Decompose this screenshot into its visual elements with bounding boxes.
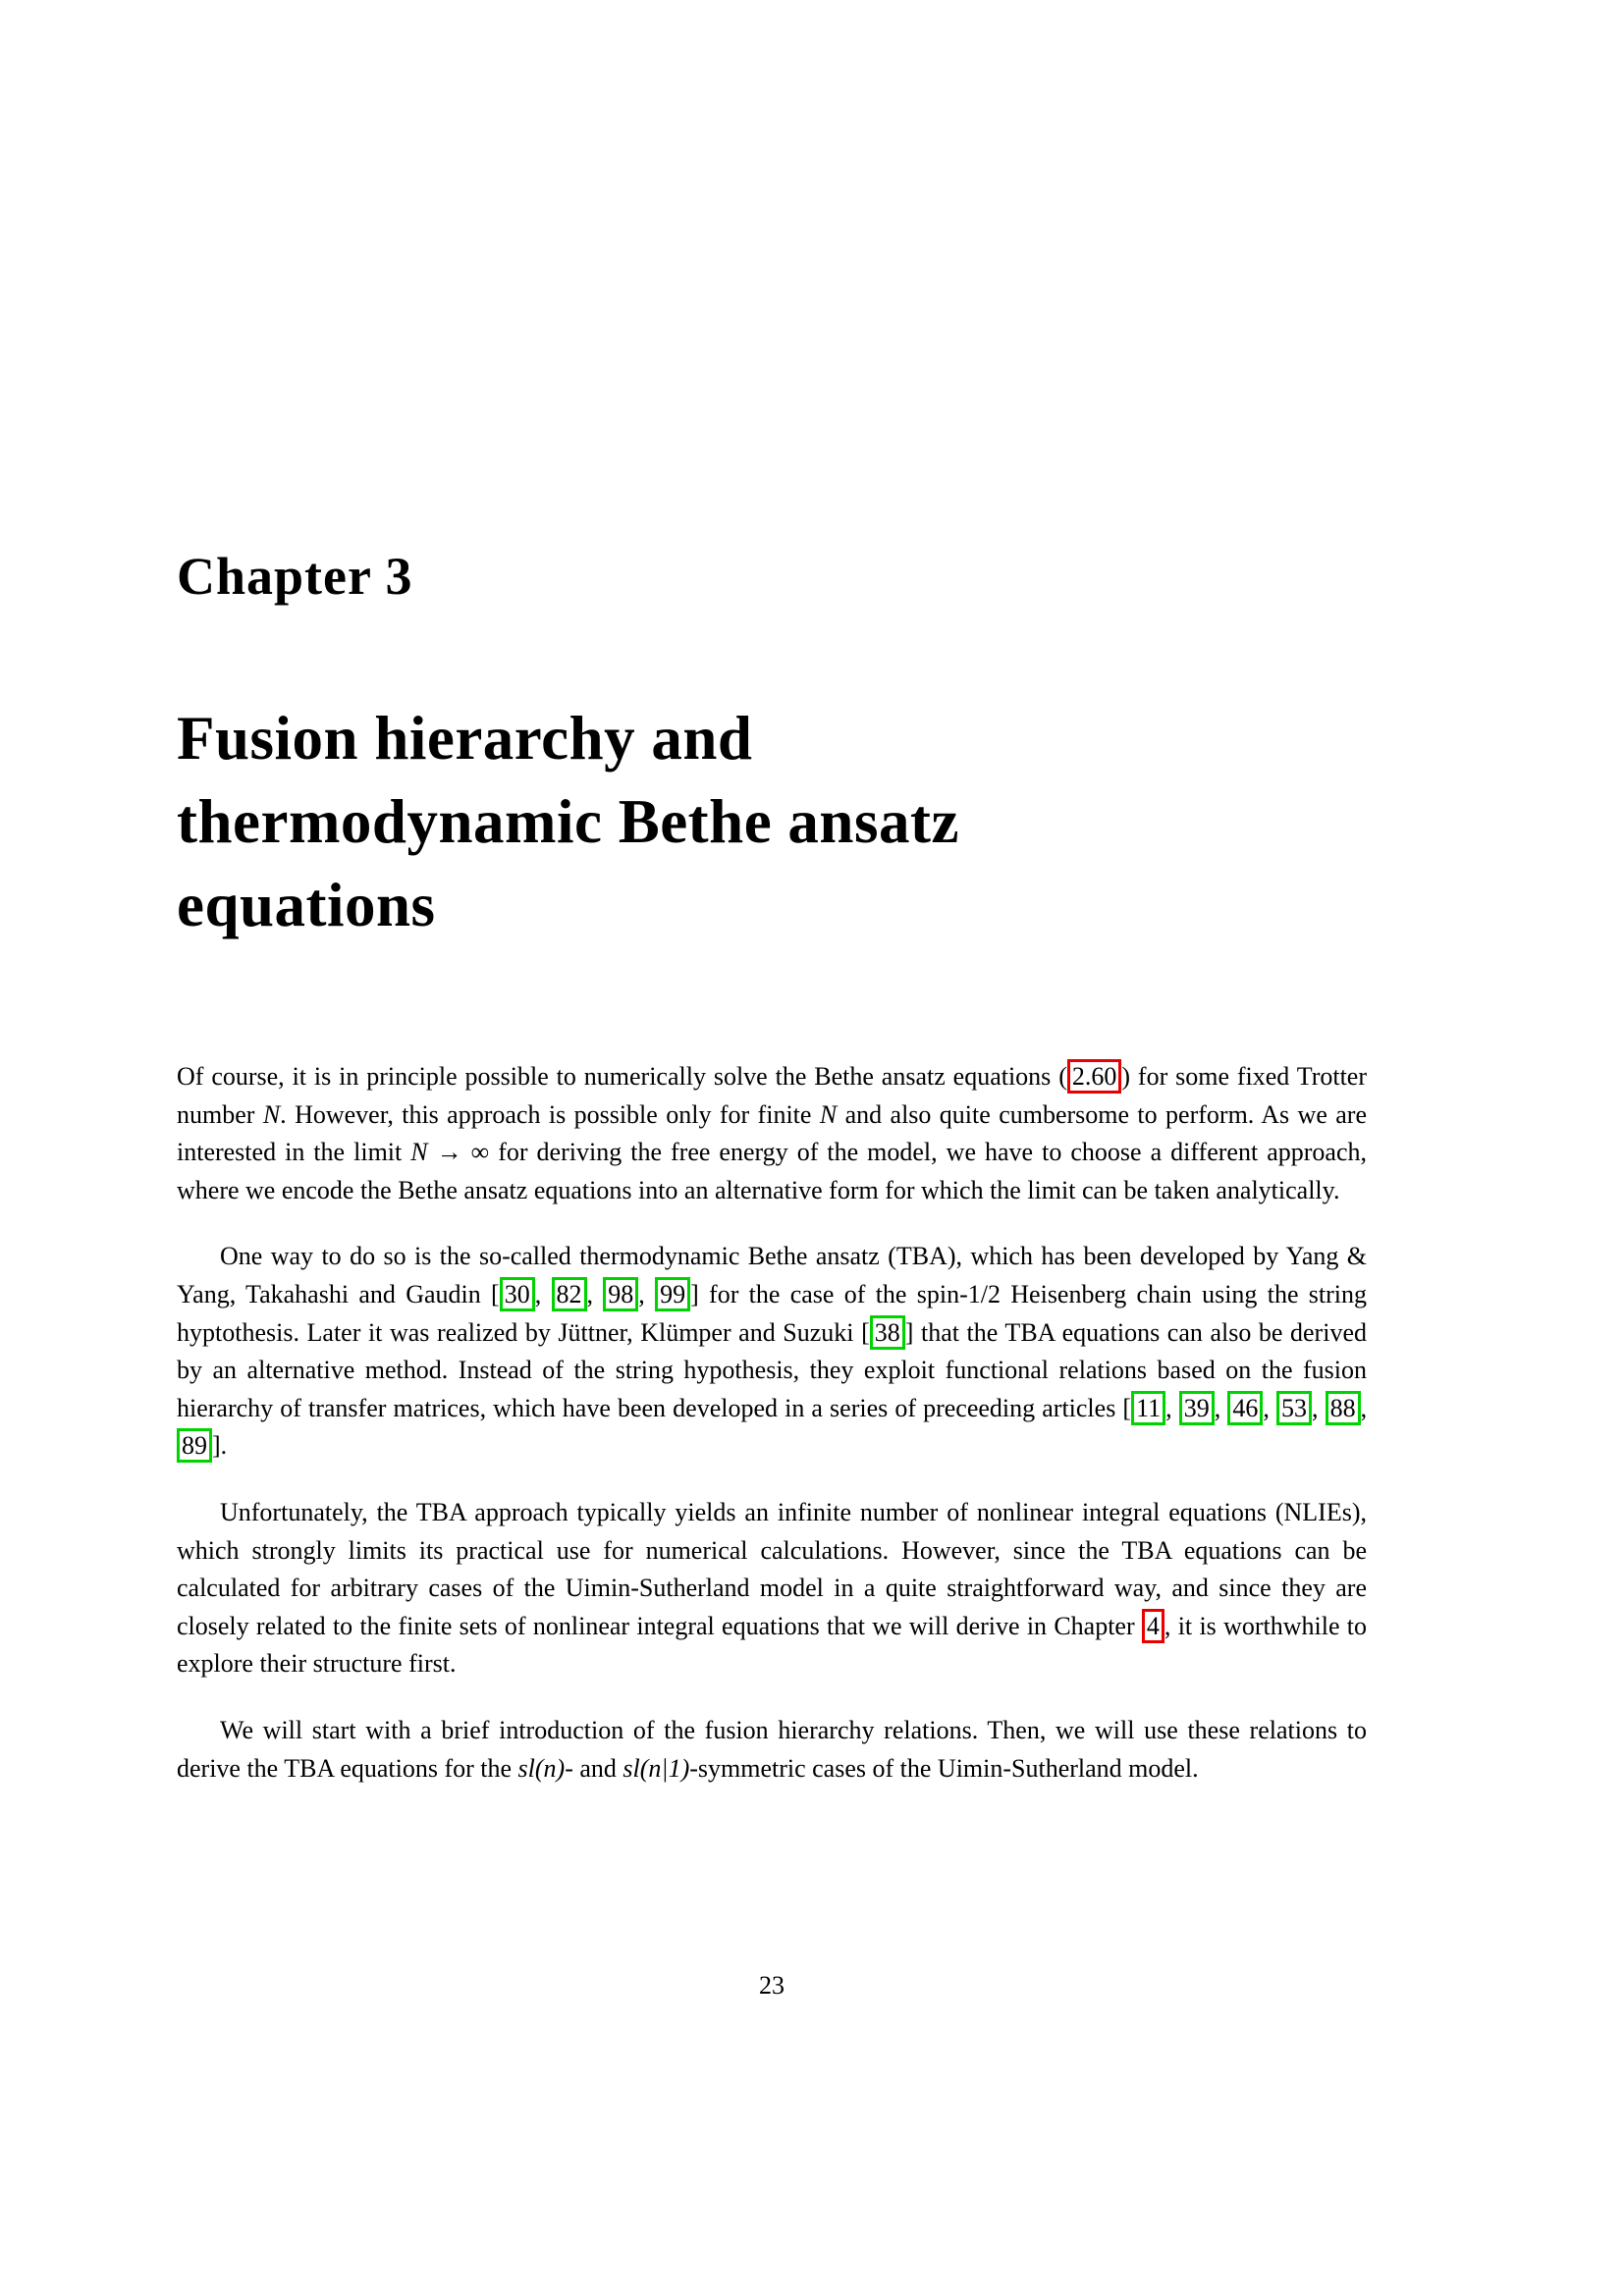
chapter-title-line-1: Fusion hierarchy and	[177, 704, 753, 773]
chapter-label: Chapter 3	[177, 547, 413, 606]
text-run: → ∞ for deriving the free energy of the model, we have to choose a different approach, where we encode the Bethe ansatz equations into an alternative form for which the limit can be taken analytically.	[177, 1138, 1367, 1204]
paragraph-nlie-motivation	[177, 1494, 1367, 1683]
text-run: ,	[638, 1279, 656, 1308]
citation-link[interactable]: 98	[603, 1277, 638, 1311]
paragraph-tba-history	[177, 1238, 1367, 1466]
citation-link[interactable]: 99	[655, 1277, 690, 1311]
reference-link[interactable]: 4	[1142, 1609, 1164, 1643]
text-run: ] for the case of the spin-1/2 Heisenberg chain using the string hyptothesis. Later it was realized by Jüttner, Klümper and Suzuki [	[177, 1279, 1368, 1347]
citation-link[interactable]: 38	[870, 1315, 905, 1350]
text-run: ] that the TBA equations can also be derived by an alternative method. Instead of the string hypothesis, they exploit functional relations based on the fusion hierarchy of transfer matrices, which have been developed in a series of preceeding articles [	[177, 1317, 1367, 1422]
chapter-title-line-3: equations	[177, 871, 436, 939]
chapter-title	[177, 697, 1367, 947]
text-run: ,	[1214, 1393, 1228, 1422]
text-run: One way to do so is the so-called thermodynamic Bethe ansatz (TBA), which has been developed by Yang & Yang, Takahashi and Gaudin [	[177, 1242, 1367, 1308]
text-run: ].	[212, 1431, 228, 1461]
citation-link[interactable]: 89	[177, 1428, 212, 1463]
citation-link[interactable]: 53	[1276, 1391, 1312, 1425]
text-run: and also quite cumbersome to perform. As we are interested in the limit	[177, 1099, 1368, 1167]
math-text: N	[262, 1099, 281, 1129]
text-run: ,	[1165, 1393, 1179, 1422]
paragraph-outline	[177, 1712, 1367, 1788]
math-text: N	[410, 1138, 428, 1167]
chapter-title-line-2: thermodynamic Bethe ansatz	[177, 787, 959, 856]
text-run: -symmetric cases of the Uimin-Sutherland model.	[689, 1753, 1199, 1783]
text-run: Unfortunately, the TBA approach typically yields an infinite number of nonlinear integral equations (NLIEs), which strongly limits its practical use for numerical calculations. However, since the TBA equations can be calculated for arbitrary cases of the Uimin-Sutherland model in a quite straightforward way, and since they are closely related to the finite sets of nonlinear integral equations that we will derive in Chapter	[177, 1497, 1367, 1640]
text-run: ,	[1263, 1393, 1276, 1422]
citation-link[interactable]: 82	[552, 1277, 587, 1311]
text-run: . However, this approach is possible only for finite	[280, 1099, 820, 1129]
math-text: N	[819, 1099, 838, 1129]
math-text: sl(n|1)	[623, 1753, 690, 1783]
page-number: 23	[759, 1971, 785, 2000]
text-run: Of course, it is in principle possible to numerically solve the Bethe ansatz equations (	[177, 1062, 1067, 1091]
text-run: - and	[565, 1753, 623, 1783]
citation-link[interactable]: 30	[500, 1277, 535, 1311]
citation-link[interactable]: 39	[1179, 1391, 1215, 1425]
text-run: , it is worthwhile to explore their structure first.	[177, 1611, 1367, 1679]
text-run: ,	[1311, 1393, 1326, 1422]
citation-link[interactable]: 88	[1326, 1391, 1361, 1425]
text-run: We will start with a brief introduction of the fusion hierarchy relations. Then, we will use these relations to derive the TBA equations for the	[177, 1715, 1367, 1783]
text-run: ,	[534, 1279, 552, 1308]
paragraph-intro	[177, 1058, 1367, 1209]
body-text	[177, 1058, 1367, 1788]
reference-link[interactable]: 2.60	[1067, 1059, 1122, 1094]
text-run: ) for some fixed Trotter number	[177, 1062, 1367, 1129]
citation-link[interactable]: 46	[1227, 1391, 1263, 1425]
text-run: ,	[1360, 1393, 1368, 1422]
math-text: sl(n)	[517, 1753, 566, 1783]
text-run: ,	[586, 1279, 604, 1308]
citation-link[interactable]: 11	[1131, 1391, 1165, 1425]
